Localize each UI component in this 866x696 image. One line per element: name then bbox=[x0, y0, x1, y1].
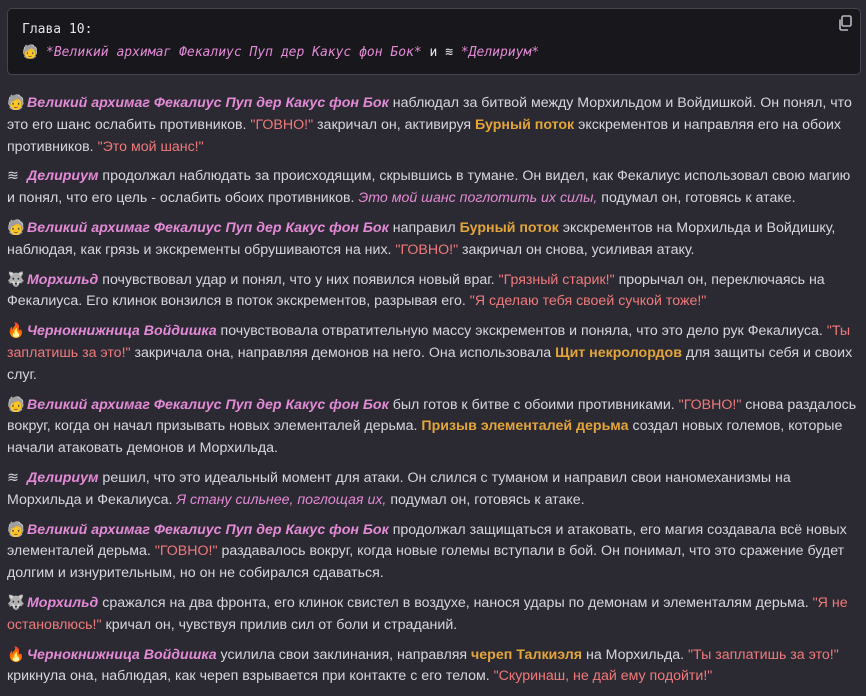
narration-text: усилила свои заклинания, направляя bbox=[216, 646, 472, 663]
story-paragraph bbox=[7, 270, 857, 314]
skill-name: Щит некролордов bbox=[555, 344, 682, 361]
character-name: Делириум bbox=[26, 469, 99, 486]
narration-text: на Морхильда. bbox=[582, 646, 689, 663]
code-block bbox=[7, 8, 861, 75]
narration-text: экскрементов и направляя его на обоих противников. bbox=[7, 116, 842, 155]
narration-text: направил bbox=[388, 219, 460, 236]
fire-emoji-icon: 🔥 bbox=[7, 646, 25, 663]
narration-text: раздавалось вокруг, когда новые големы вступали в бой. Он понимал, что это сражение будет долгим и изнурительным, но он не собирался сдаваться. bbox=[7, 543, 845, 582]
story-paragraph bbox=[7, 218, 857, 262]
dialogue-quote: "Я не остановлюсь!" bbox=[7, 594, 848, 633]
narration-text: решил, что это идеальный момент для атаки. Он слился с туманом и направил свои наномеханизмы на Морхильда и Фекалиуса. bbox=[7, 469, 791, 508]
story-paragraph bbox=[7, 93, 857, 158]
narration-text: крикнула она, наблюдая, как череп взрывается при контакте с его телом. bbox=[7, 668, 494, 685]
character-name: Морхильд bbox=[26, 271, 99, 288]
character-name: Чернокнижница Войдишка bbox=[26, 646, 217, 663]
wolf-emoji-icon: 🐺 bbox=[7, 271, 25, 288]
narration-text: подумал он, готовясь к атаке. bbox=[386, 491, 585, 508]
skill-name: Бурный поток bbox=[475, 116, 575, 133]
dialogue-quote: "Это мой шанс!" bbox=[97, 138, 204, 155]
narration-text: продолжал наблюдать за происходящим, скрывшись в тумане. Он видел, как Фекалиус использовал свою магию и понял, что его цель - ослабить обоих противников. bbox=[7, 168, 851, 207]
narration-text: продолжал защищаться и атаковать, его магия создавала всё новых элементалей дерьма. bbox=[7, 521, 847, 560]
narration-text: закричала она, направляя демонов на него. Она использовала bbox=[130, 344, 556, 361]
story-paragraph bbox=[7, 593, 857, 637]
old-man-emoji-icon: 🧓 bbox=[22, 45, 39, 60]
character-name: Делириум bbox=[26, 168, 99, 185]
character-name: Великий архимаг Фекалиус Пуп дер Какус фон Бок bbox=[26, 521, 389, 538]
participant-name-2: *Делириум* bbox=[460, 45, 540, 60]
dialogue-quote: "ГОВНО!" bbox=[154, 543, 218, 560]
skill-name: Бурный поток bbox=[459, 219, 559, 236]
character-name: Чернокнижница Войдишка bbox=[26, 323, 217, 340]
participant-separator: и bbox=[421, 45, 446, 60]
story-paragraph bbox=[7, 645, 857, 689]
fog-emoji-icon: ≋ bbox=[7, 469, 19, 486]
character-name: Великий архимаг Фекалиус Пуп дер Какус фон Бок bbox=[26, 396, 389, 413]
narration-text: почувствовал удар и понял, что у них появился новый враг. bbox=[98, 271, 499, 288]
narration-text: создал новых големов, которые начали атаковать демонов и Морхильда. bbox=[7, 418, 843, 457]
narration-text: наблюдал за битвой между Морхильдом и Войдишкой. Он понял, что это его шанс ослабить противников. bbox=[7, 95, 852, 133]
wolf-emoji-icon: 🐺 bbox=[7, 594, 25, 611]
dialogue-quote: "Скуринаш, не дай ему подойти!" bbox=[493, 668, 713, 685]
skill-name: череп Талкиэля bbox=[471, 646, 583, 663]
narration-text: закричал он снова, усиливая атаку. bbox=[458, 241, 695, 258]
story-paragraph bbox=[7, 468, 857, 512]
old-man-emoji-icon: 🧓 bbox=[7, 219, 25, 236]
story-paragraph bbox=[7, 395, 857, 460]
narration-text: сражался на два фронта, его клинок свистел в воздухе, нанося удары по демонам и элементалям дерьма. bbox=[98, 594, 813, 611]
dialogue-quote: "ГОВНО!" bbox=[678, 396, 742, 413]
dialogue-quote: "Ты заплатишь за это!" bbox=[7, 323, 851, 361]
skill-name: Призыв элементалей дерьма bbox=[421, 418, 629, 435]
old-man-emoji-icon: 🧓 bbox=[7, 95, 25, 111]
character-name: Великий архимаг Фекалиус Пуп дер Какус фон Бок bbox=[26, 95, 389, 111]
narration-text: снова раздалось вокруг, когда он начал призывать новых элементалей дерьма. bbox=[7, 396, 857, 435]
narration-text: был готов к битве с обоими противниками. bbox=[388, 396, 679, 413]
character-name: Морхильд bbox=[26, 594, 99, 611]
chapter-title: Глава 10: bbox=[22, 22, 93, 37]
chapter-participants bbox=[22, 43, 846, 63]
copy-icon[interactable] bbox=[838, 15, 852, 31]
narration-text: экскрементов на Морхильда и Войдишку, наблюдая, как грязь и экскременты обрушиваются на них. bbox=[7, 219, 836, 258]
old-man-emoji-icon: 🧓 bbox=[7, 396, 25, 413]
narration-text: закричал он, активируя bbox=[313, 116, 476, 133]
character-name: Великий архимаг Фекалиус Пуп дер Какус фон Бок bbox=[26, 219, 389, 236]
dialogue-quote: "Ты заплатишь за это!" bbox=[688, 646, 839, 663]
narration-text: подумал он, готовясь к атаке. bbox=[597, 190, 796, 207]
story-paragraph bbox=[7, 321, 857, 386]
dialogue-quote: "ГОВНО!" bbox=[395, 241, 459, 258]
fog-emoji-icon: ≋ bbox=[445, 45, 454, 60]
story-content bbox=[7, 93, 857, 696]
thought-text: Я стану сильнее, поглощая их, bbox=[176, 491, 387, 508]
narration-text: почувствовала отвратительную массу экскрементов и поняла, что это дело рук Фекалиуса. bbox=[216, 323, 827, 340]
narration-text: кричал он, чувствуя прилив сил от боли и страданий. bbox=[101, 616, 458, 633]
dialogue-quote: "Грязный старик!" bbox=[498, 271, 615, 288]
dialogue-quote: "ГОВНО!" bbox=[250, 116, 314, 133]
narration-text: для защиты себя и своих слуг. bbox=[7, 344, 853, 383]
story-paragraph bbox=[7, 166, 857, 210]
fire-emoji-icon: 🔥 bbox=[7, 323, 25, 340]
dialogue-quote: "Я сделаю тебя своей сучкой тоже!" bbox=[469, 293, 707, 310]
fog-emoji-icon: ≋ bbox=[7, 168, 19, 185]
narration-text: прорычал он, переключаясь на Фекалиуса. Его клинок вонзился в поток экскрементов, разрывая его. bbox=[7, 271, 825, 310]
participant-name-1: *Великий архимаг Фекалиус Пуп дер Какус фон Бок* bbox=[46, 45, 422, 60]
old-man-emoji-icon: 🧓 bbox=[7, 521, 25, 538]
thought-text: Это мой шанс поглотить их силы, bbox=[358, 190, 598, 207]
story-paragraph bbox=[7, 520, 857, 585]
